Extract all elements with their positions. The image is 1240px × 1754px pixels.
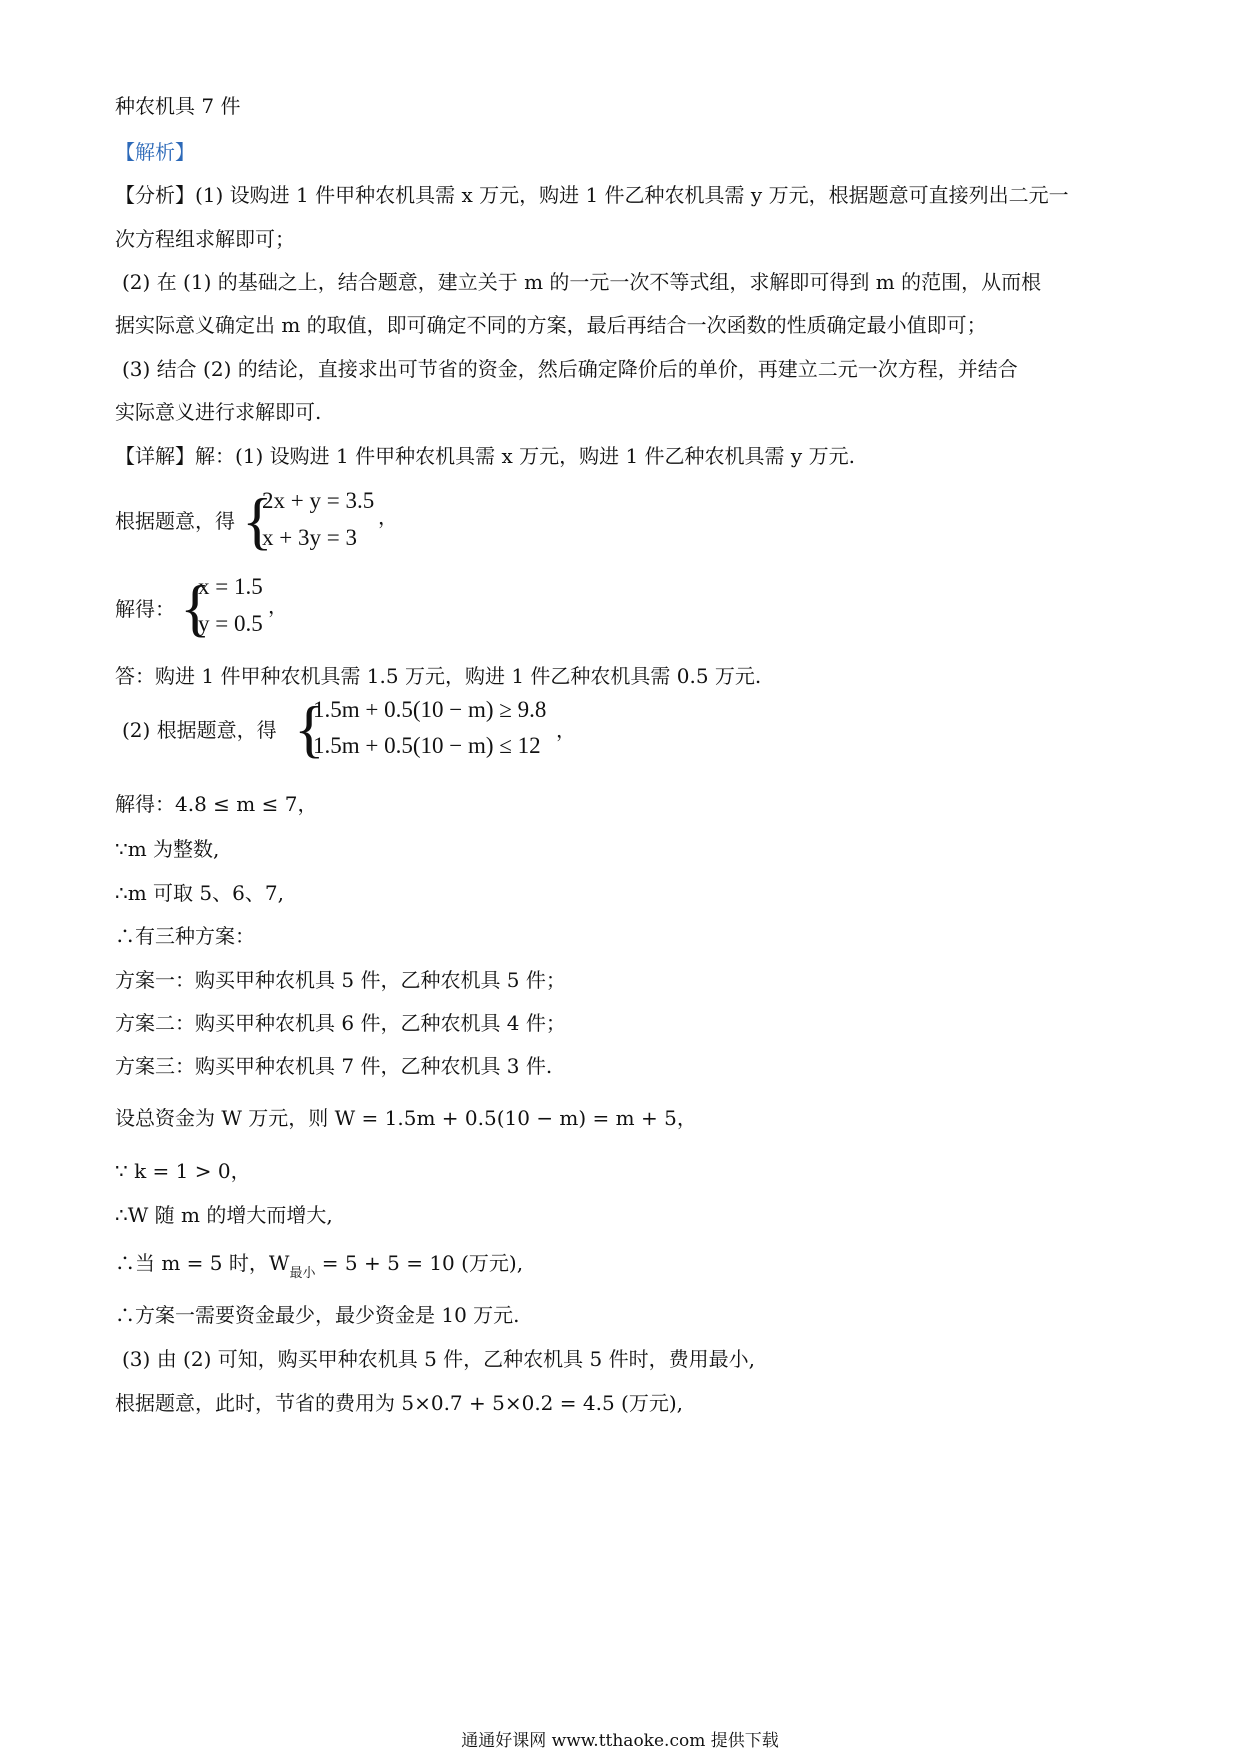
- inequality: 1.5m + 0.5(10 − m) ≥ 9.8: [313, 697, 547, 722]
- text-line: 根据题意，此时，节省的费用为 5×0.7 + 5×0.2 = 4.5 (万元),: [115, 1391, 684, 1415]
- text-line: ∴有三种方案：: [115, 924, 255, 948]
- punctuation: ，: [378, 505, 398, 529]
- text-line: (3) 由 (2) 可知，购买甲种农机具 5 件，乙种农机具 5 件时，费用最小,: [122, 1347, 755, 1371]
- text-line: ∴m 可取 5、6、7,: [115, 881, 284, 905]
- section-heading-analysis: 【解析】: [115, 140, 195, 164]
- equation: 2x + y = 3.5: [262, 488, 375, 513]
- punctuation: ，: [268, 594, 288, 618]
- text-line: [115, 1249, 523, 1281]
- text-line: ∵ k = 1 > 0，: [115, 1159, 251, 1183]
- text-line: ∵m 为整数,: [115, 837, 220, 861]
- equation: x + 3y = 3: [262, 525, 357, 550]
- text-segment: ∴当 m = 5 时，W: [115, 1251, 290, 1275]
- text-line: (2) 根据题意，得: [122, 718, 277, 742]
- text-line: ∴W 随 m 的增大而增大,: [115, 1203, 333, 1227]
- punctuation: ，: [556, 718, 576, 742]
- page-footer: 通通好课网 www.tthaoke.com 提供下载: [461, 1731, 779, 1751]
- subscript: 最小: [289, 1266, 316, 1281]
- text-line: 实际意义进行求解即可.: [115, 400, 322, 424]
- text-line: 答：购进 1 件甲种农机具需 1.5 万元，购进 1 件乙种农机具需 0.5 万元.: [115, 664, 762, 688]
- text-line: 根据题意，得: [115, 509, 235, 533]
- text-line: 【分析】(1) 设购进 1 件甲种农机具需 x 万元，购进 1 件乙种农机具需 y 万元，根据题意可直接列出二元一: [115, 183, 1069, 207]
- left-brace: {: [242, 485, 273, 556]
- text-line: 【详解】解：(1) 设购进 1 件甲种农机具需 x 万元，购进 1 件乙种农机具需 y 万元.: [115, 444, 855, 468]
- left-brace: {: [294, 693, 325, 764]
- text-line: (3) 结合 (2) 的结论，直接求出可节省的资金，然后确定降价后的单价，再建立二元一次方程，并结合: [122, 357, 1018, 381]
- equation: x = 1.5: [198, 574, 263, 599]
- text-segment: = 5 + 5 = 10 (万元),: [315, 1251, 524, 1275]
- text-line: 设总资金为 W 万元，则 W = 1.5m + 0.5(10 − m) = m + 5，: [115, 1106, 697, 1130]
- left-brace: {: [180, 572, 211, 643]
- text-line: 方案二：购买甲种农机具 6 件，乙种农机具 4 件；: [115, 1011, 566, 1035]
- text-line: 次方程组求解即可；: [115, 227, 295, 251]
- text-line: ∴方案一需要资金最少，最少资金是 10 万元.: [115, 1303, 520, 1327]
- text-line: 解得：4.8 ≤ m ≤ 7，: [115, 792, 318, 816]
- text-line: 种农机具 7 件: [115, 94, 241, 118]
- text-line: 方案三：购买甲种农机具 7 件，乙种农机具 3 件.: [115, 1054, 553, 1078]
- inequality: 1.5m + 0.5(10 − m) ≤ 12: [313, 733, 541, 758]
- text-line: (2) 在 (1) 的基础之上，结合题意，建立关于 m 的一元一次不等式组，求解即可得到 m 的范围，从而根: [122, 270, 1042, 294]
- text-line: 方案一：购买甲种农机具 5 件，乙种农机具 5 件；: [115, 968, 566, 992]
- text-line: 据实际意义确定出 m 的取值，即可确定不同的方案，最后再结合一次函数的性质确定最小值即可；: [115, 313, 987, 337]
- text-line: 解得：: [115, 597, 175, 621]
- equation: y = 0.5: [198, 611, 263, 636]
